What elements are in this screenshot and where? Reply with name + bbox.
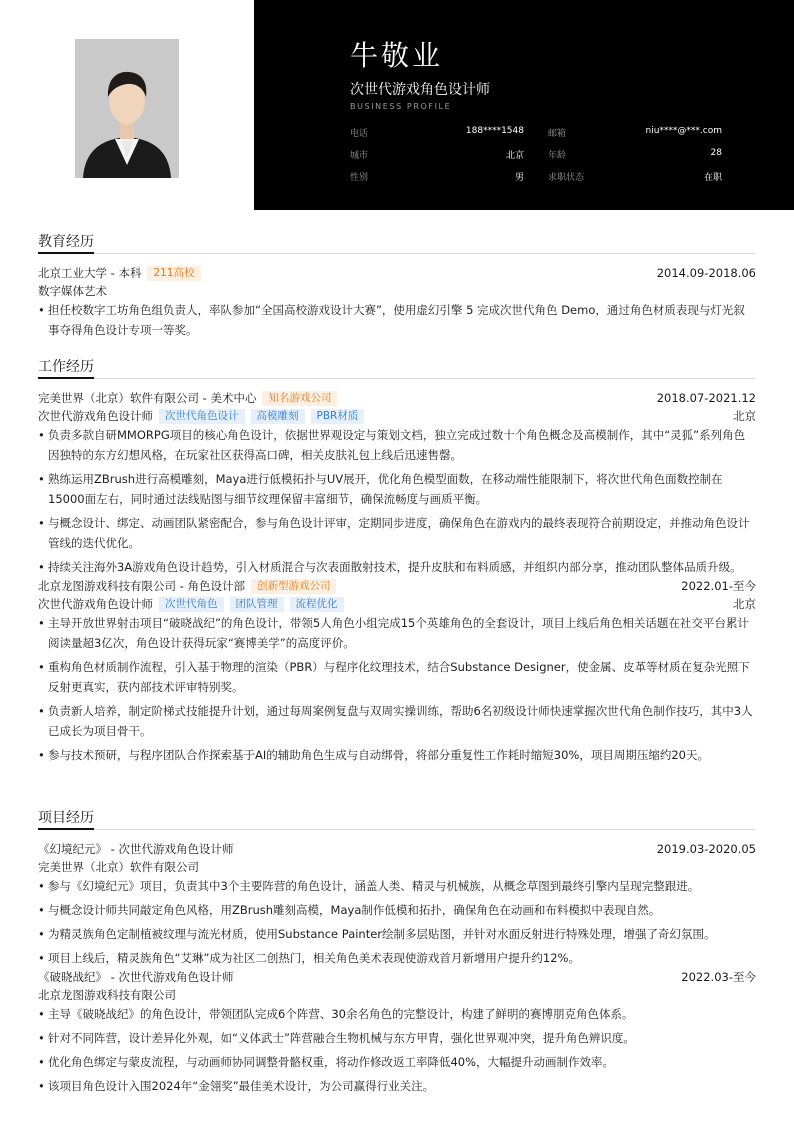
company-tag: 知名游戏公司 <box>262 391 337 406</box>
job-city: 北京 <box>733 409 756 423</box>
info-label-phone: 电话 <box>350 129 369 139</box>
info-label-city: 城市 <box>350 151 369 161</box>
list-item: • 与概念设计、绑定、动画团队紧密配合，参与角色设计评审，定期同步进度，确保角色在游戏内的最终表现符合前期设定，并推动角色设计管线的迭代优化。 <box>38 513 756 553</box>
info-value-phone: 188****1548 <box>465 126 524 136</box>
skill-tag: 流程优化 <box>290 597 344 612</box>
job-company-line <box>38 577 756 595</box>
section-title-education: 教育经历 <box>38 232 756 254</box>
job-role-line <box>38 595 756 613</box>
list-item: • 参与技术预研，与程序团队合作探索基于AI的辅助角色生成与自动绑骨，将部分重复性工作耗时缩短30%，项目周期压缩约20天。 <box>38 745 756 765</box>
job-date: 2018.07-2021.12 <box>656 391 756 405</box>
info-value-email[interactable]: niu****@***.com <box>645 126 722 136</box>
skill-tag: 次世代角色设计 <box>159 409 245 424</box>
business-profile-label: BUSINESS PROFILE <box>350 102 452 111</box>
profile-photo <box>75 39 179 178</box>
header-panel <box>254 0 794 210</box>
project-bullets <box>38 1004 756 1096</box>
work-section <box>38 357 756 769</box>
education-date: 2014.09-2018.06 <box>656 266 756 280</box>
job-company: 完美世界（北京）软件有限公司 - 美术中心 <box>38 391 257 405</box>
project-date: 2022.03-至今 <box>681 970 756 984</box>
info-value-age: 28 <box>710 148 722 158</box>
list-item: • 持续关注海外3A游戏角色设计趋势，引入材质混合与次表面散射技术，提升皮肤和布料质感，并组织内部分享，推动团队整体品质升级。 <box>38 557 756 577</box>
projects-section <box>38 808 756 1100</box>
list-item: • 负责多款自研MMORPG项目的核心角色设计，依据世界观设定与策划文档，独立完成过数十个角色概念及高模制作，其中“灵狐”系列角色因独特的东方幻想风格，在玩家社区获得高口碑，相关皮肤礼包上线后迅速售罄。 <box>38 425 756 465</box>
skill-tag: 高模雕刻 <box>251 409 305 424</box>
job-role: 次世代游戏角色设计师 <box>38 597 153 611</box>
job-city: 北京 <box>733 597 756 611</box>
list-item: • 参与《幻境纪元》项目，负责其中3个主要阵营的角色设计，涵盖人类、精灵与机械族，从概念草图到最终引擎内呈现完整跟进。 <box>38 876 756 896</box>
section-title-projects: 项目经历 <box>38 808 756 830</box>
list-item: • 重构角色材质制作流程，引入基于物理的渲染（PBR）与程序化纹理技术，结合Substance Designer，使金属、皮革等材质在复杂光照下反射更真实，获内部技术评审特别奖。 <box>38 657 756 697</box>
education-section <box>38 232 756 344</box>
info-value-gender: 男 <box>514 173 524 183</box>
job-role-line <box>38 407 756 425</box>
project-name-line <box>38 840 756 858</box>
info-value-status: 在职 <box>703 173 722 183</box>
info-label-status: 求职状态 <box>548 173 585 183</box>
school-tag: 211高校 <box>147 266 200 281</box>
skill-tag: 团队管理 <box>230 597 284 612</box>
list-item: • 针对不同阵营，设计差异化外观，如“义体武士”阵营融合生物机械与东方甲胄，强化世界观冲突，提升角色辨识度。 <box>38 1028 756 1048</box>
school-name: 北京工业大学 - 本科 <box>38 266 142 280</box>
info-row-gender <box>350 170 722 184</box>
list-item: • 主导开放世界射击项目“破晓战纪”的角色设计，带领5人角色小组完成15个英雄角色的全套设计，项目上线后角色相关话题在社交平台累计阅读量超3亿次，角色设计获得玩家“赛博美学”的高度评价。 <box>38 613 756 653</box>
company-tag: 创新型游戏公司 <box>251 579 337 594</box>
candidate-title: 次世代游戏角色设计师 <box>350 82 490 98</box>
project-name-line <box>38 968 756 986</box>
job-company: 北京龙图游戏科技有限公司 - 角色设计部 <box>38 579 245 593</box>
education-major: 数字媒体艺术 <box>38 284 107 298</box>
info-value-city: 北京 <box>505 151 524 161</box>
list-item: • 负责新人培养，制定阶梯式技能提升计划，通过每周案例复盘与双周实操训练，帮助6名初级设计师快速掌握次世代角色制作技巧，其中3人已成长为项目骨干。 <box>38 701 756 741</box>
project-name: 《幻境纪元》 - 次世代游戏角色设计师 <box>38 842 234 856</box>
skill-tag: 次世代角色 <box>159 597 224 612</box>
list-item: • 优化角色绑定与蒙皮流程，与动画师协同调整骨骼权重，将动作修改返工率降低40%，大幅提升动画制作效率。 <box>38 1052 756 1072</box>
project-bullets <box>38 876 756 968</box>
skill-tag: PBR材质 <box>311 409 365 424</box>
section-title-work: 工作经历 <box>38 357 756 379</box>
info-label-age: 年龄 <box>548 151 567 161</box>
job-role: 次世代游戏角色设计师 <box>38 409 153 423</box>
info-row-city <box>350 148 722 162</box>
list-item: • 主导《破晓战纪》的角色设计，带领团队完成6个阵营、30余名角色的完整设计，构建了鲜明的赛博朋克角色体系。 <box>38 1004 756 1024</box>
person-portrait-image <box>75 39 179 178</box>
list-item: • 为精灵族角色定制植被纹理与流光材质，使用Substance Painter绘制多层贴图，并针对水面反射进行特殊处理，增强了奇幻氛围。 <box>38 924 756 944</box>
list-item: • 熟练运用ZBrush进行高模雕刻，Maya进行低模拓扑与UV展开，优化角色模型面数，在移动端性能限制下，将次世代角色面数控制在15000面左右，同时通过法线贴图与细节纹理保留丰富细节，确保流畅度与画质平衡。 <box>38 469 756 509</box>
info-label-gender: 性别 <box>350 173 369 183</box>
candidate-name: 牛敬业 <box>350 39 444 72</box>
list-item: • 与概念设计师共同敲定角色风格，用ZBrush雕刻高模，Maya制作低模和拓扑，确保角色在动画和布料模拟中表现自然。 <box>38 900 756 920</box>
project-company: 完美世界（北京）软件有限公司 <box>38 860 199 874</box>
info-label-email: 邮箱 <box>548 129 567 139</box>
job-date: 2022.01-至今 <box>681 579 756 593</box>
project-date: 2019.03-2020.05 <box>656 842 756 856</box>
job-bullets <box>38 613 756 765</box>
info-row-contact <box>350 126 722 140</box>
education-bullets <box>38 300 756 340</box>
job-company-line <box>38 389 756 407</box>
list-item: • 担任校数字工坊角色组负责人，率队参加“全国高校游戏设计大赛”，使用虚幻引擎 5 完成次世代角色 Demo，通过角色材质表现与灯光叙事夺得角色设计专项一等奖。 <box>38 300 756 340</box>
list-item: • 该项目角色设计入围2024年“金翎奖”最佳美术设计，为公司赢得行业关注。 <box>38 1076 756 1096</box>
list-item: • 项目上线后，精灵族角色“艾琳”成为社区二创热门，相关角色美术表现使游戏首月新增用户提升约12%。 <box>38 948 756 968</box>
education-school-line <box>38 264 756 282</box>
job-bullets <box>38 425 756 577</box>
project-name: 《破晓战纪》 - 次世代游戏角色设计师 <box>38 970 234 984</box>
project-company: 北京龙图游戏科技有限公司 <box>38 988 176 1002</box>
